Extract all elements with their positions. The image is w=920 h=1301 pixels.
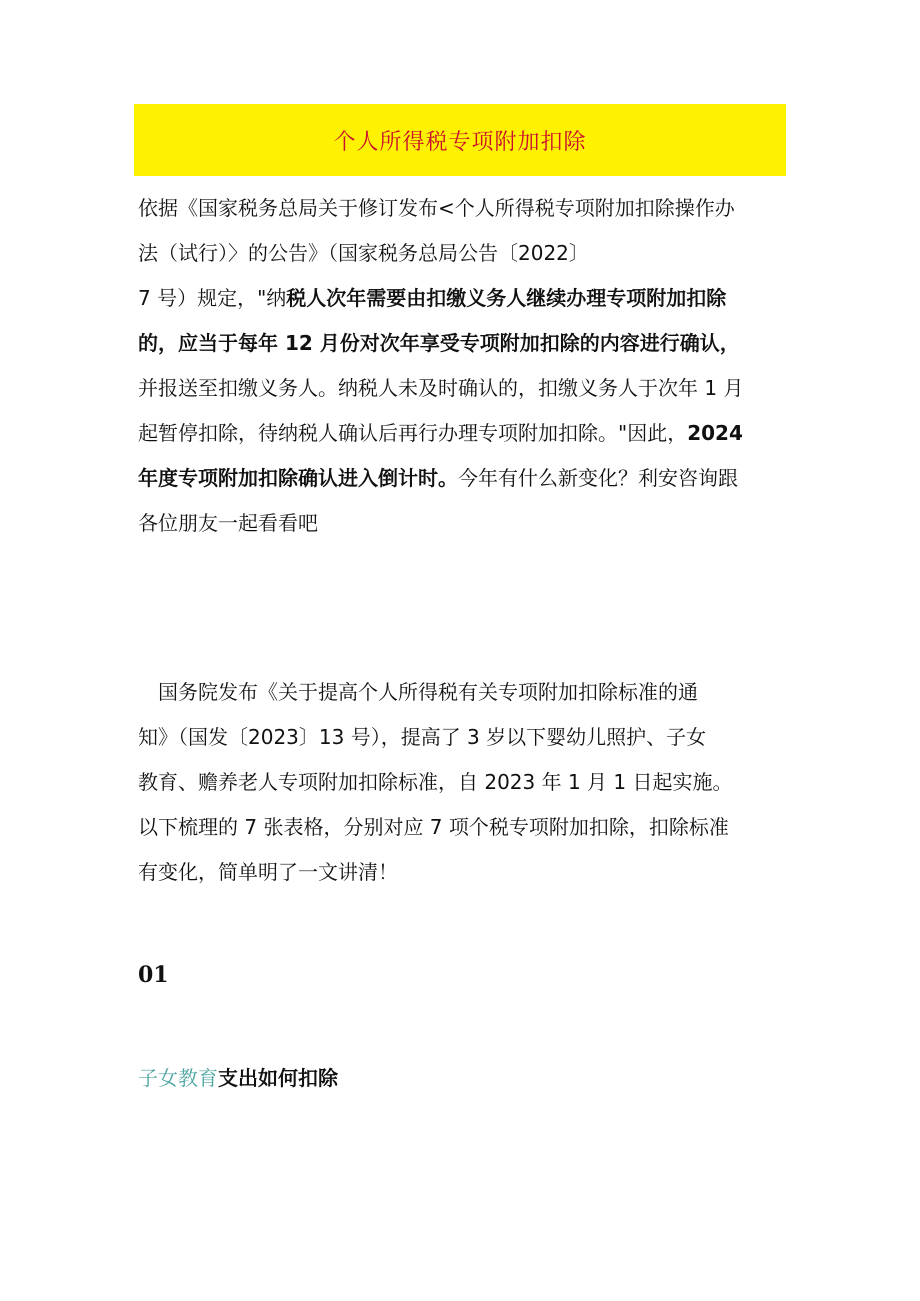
section-title-highlight: 子女教育	[138, 1066, 218, 1090]
intro-line	[138, 411, 788, 456]
intro-bold-text: 2024	[687, 421, 743, 445]
intro-line: 并报送至扣缴义务人。纳税人未及时确认的，扣缴义务人于次年 1 月	[138, 376, 744, 400]
notice-paragraph	[138, 670, 788, 895]
intro-text: 7 号）规定，"纳	[138, 286, 287, 310]
intro-line: 各位朋友一起看看吧	[138, 511, 318, 535]
notice-line: 国务院发布《关于提高个人所得税有关专项附加扣除标准的通	[138, 680, 698, 704]
title-banner	[134, 104, 786, 176]
intro-line: 的，应当于每年 12 月份对次年享受专项附加扣除的内容进行确认，	[138, 331, 740, 355]
intro-text: 今年有什么新变化？利安咨询跟	[458, 466, 738, 490]
intro-text: 起暂停扣除，待纳税人确认后再行办理专项附加扣除。"因此，	[138, 421, 688, 445]
notice-line: 以下梳理的 7 张表格，分别对应 7 项个税专项附加扣除，扣除标准	[138, 815, 729, 839]
section-number: 01	[138, 962, 169, 988]
document-title: 个人所得税专项附加扣除	[333, 129, 587, 155]
notice-line: 知》（国发〔2023〕13 号），提高了 3 岁以下婴幼儿照护、子女	[138, 725, 707, 749]
section-title	[138, 1062, 338, 1091]
intro-bold-text: 税人次年需要由扣缴义务人继续办理专项附加扣除	[286, 286, 727, 310]
intro-line	[138, 276, 788, 321]
section-title-rest: 支出如何扣除	[218, 1066, 338, 1090]
intro-bold-text: 年度专项附加扣除确认进入倒计时。	[138, 466, 458, 490]
notice-line: 有变化，简单明了一文讲清！	[138, 860, 398, 884]
intro-line: 依据《国家税务总局关于修订发布<个人所得税专项附加扣除操作办	[138, 196, 735, 220]
intro-line	[138, 456, 788, 501]
intro-paragraph	[138, 186, 788, 546]
intro-line: 法（试行）〉的公告》（国家税务总局公告〔2022〕	[138, 241, 589, 265]
notice-line: 教育、赡养老人专项附加扣除标准，自 2023 年 1 月 1 日起实施。	[138, 770, 733, 794]
